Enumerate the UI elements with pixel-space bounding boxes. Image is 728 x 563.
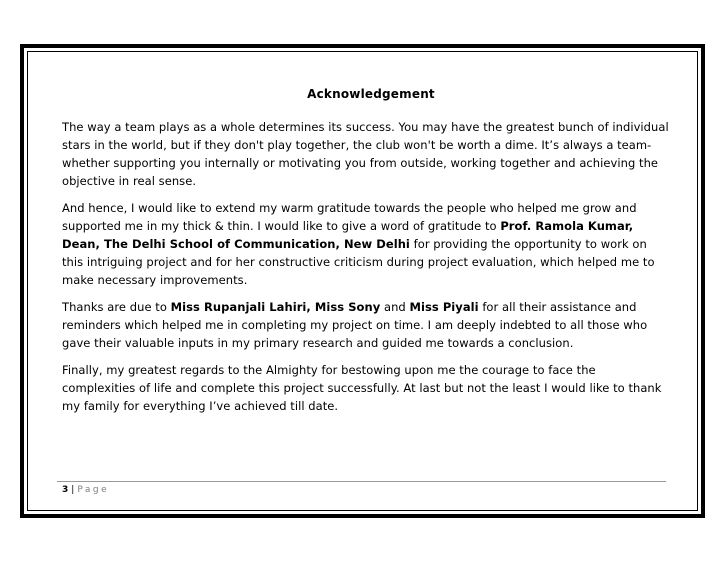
paragraph: [62, 118, 670, 190]
paragraph: [62, 298, 670, 352]
text-segment: Thanks are due to: [62, 300, 171, 314]
text-segment: Finally, my greatest regards to the Almighty for bestowing upon me the courage to face the complexities of life and complete this project successfully. At last but not the least I would like to thank my family for everything I’ve achieved till date.: [62, 363, 662, 413]
footer-separator: |: [71, 485, 75, 495]
page-footer: [62, 484, 109, 496]
text-segment: And hence, I would like to extend my warm gratitude towards the people who helped me grow and supported me in my thick & thin. I would like to give a word of gratitude to: [62, 201, 637, 233]
paragraph: [62, 199, 670, 289]
page-content: [62, 86, 670, 424]
text-segment: for all their assistance and reminders which helped me in completing my project on time. I am deeply indebted to all those who gave their valuable inputs in my primary research and guided me towards a conclusion.: [62, 300, 648, 350]
footer-divider: [57, 481, 666, 482]
bold-text: Prof. Ramola Kumar, Dean, The Delhi School of Communication, New Delhi: [62, 219, 634, 251]
page-number: 3: [62, 485, 69, 495]
bold-text: Miss Piyali: [409, 300, 479, 314]
body-text: [62, 118, 670, 415]
page-title: Acknowledgement: [307, 87, 435, 101]
bold-text: Miss Rupanjali Lahiri, Miss Sony: [170, 300, 381, 314]
paragraph: [62, 361, 670, 415]
text-segment: and: [380, 300, 410, 314]
page-label: Page: [77, 485, 110, 495]
text-segment: for providing the opportunity to work on this intriguing project and for her constructive criticism during project evaluation, which helped me to make necessary improvements.: [62, 237, 655, 287]
text-segment: The way a team plays as a whole determines its success. You may have the greatest bunch of individual stars in the world, but if they don't play together, the club won't be worth a dime. It’s always a team- whether supporting you internally or motivating you from outside, working together and achieving the objective in real sense.: [62, 120, 669, 188]
